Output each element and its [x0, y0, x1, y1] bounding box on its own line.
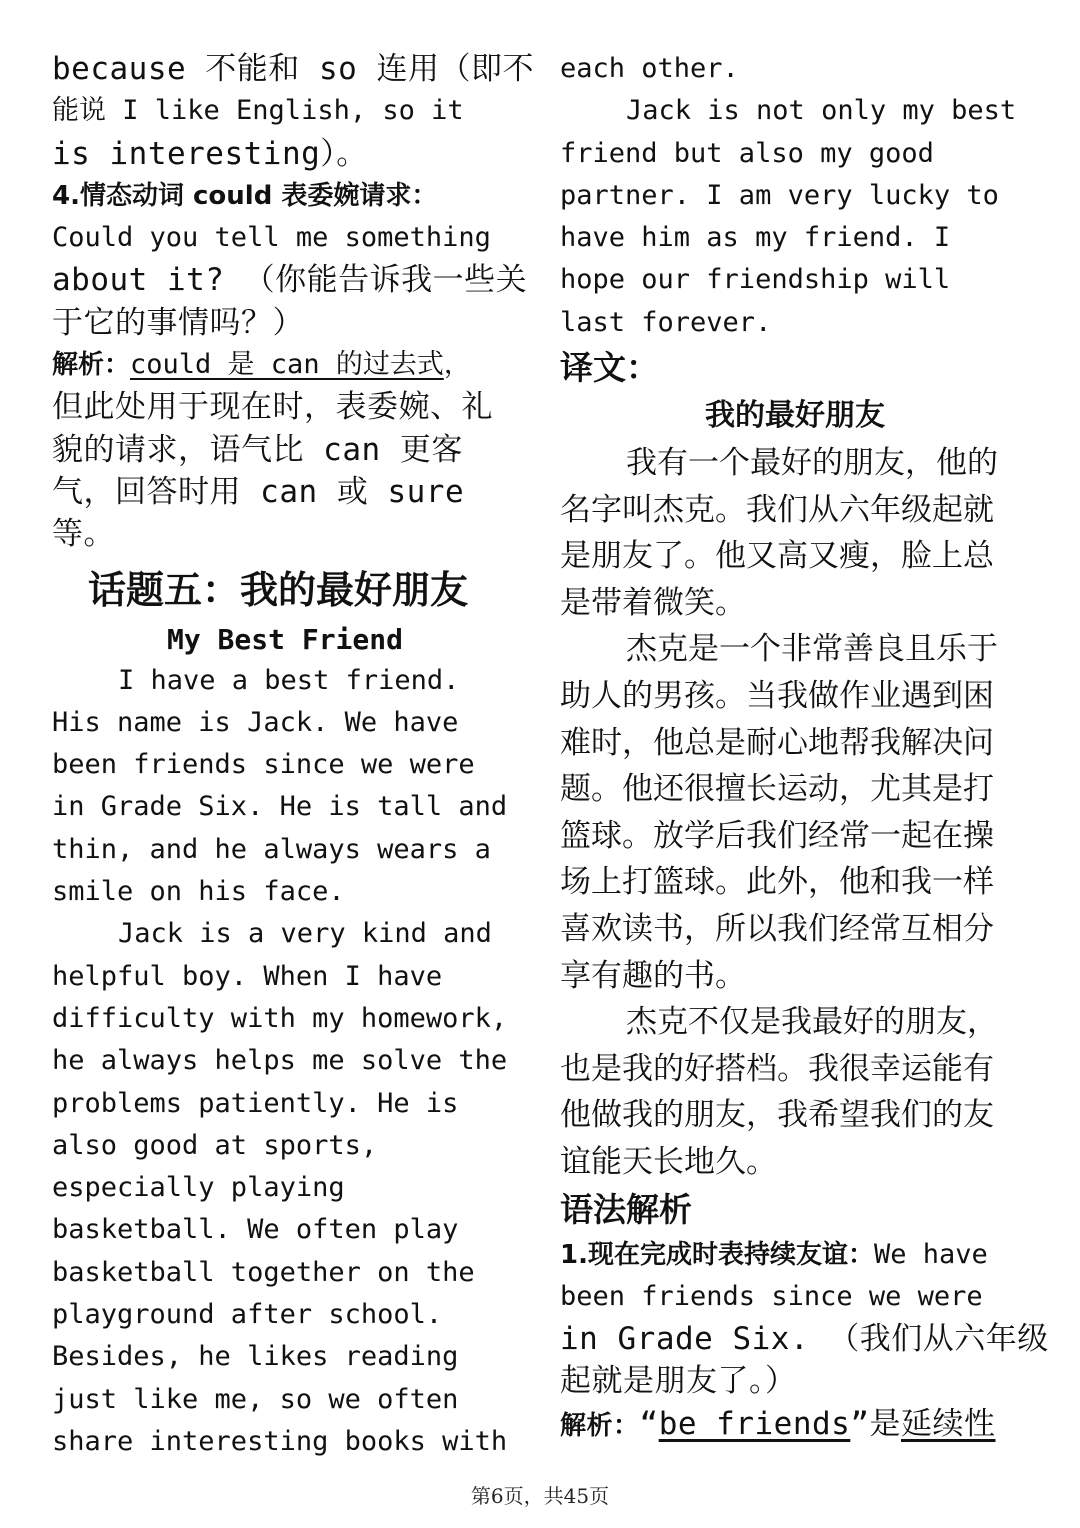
text-line: 谊能天长地久。 — [560, 1143, 777, 1180]
text-line: basketball together on the — [52, 1256, 475, 1288]
text-line: 能说 I like English, so it — [52, 95, 464, 127]
text-line: 喜欢读书，所以我们经常互相分 — [560, 911, 994, 948]
text-line: Besides, he likes reading — [52, 1341, 459, 1373]
text-line: 杰克不仅是我最好的朋友， — [626, 1004, 998, 1041]
grammar-point-1-line: 1.现在完成时表持续友谊：We have — [560, 1238, 988, 1270]
text-line: also good at sports, — [52, 1129, 378, 1161]
essay-title: My Best Friend — [166, 622, 403, 656]
translation-title: 我的最好朋友 — [705, 398, 885, 434]
text-line: 是带着微笑。 — [560, 584, 746, 621]
text-line: His name is Jack. We have — [52, 706, 459, 738]
text-line: 助人的男孩。当我做作业遇到困 — [560, 678, 994, 715]
analysis-line: 解析：“be friends”是延续性 — [560, 1405, 996, 1442]
text-line: difficulty with my homework, — [52, 1002, 508, 1034]
page-number: 第6页，共45页 — [470, 1484, 610, 1508]
text-line: Jack is not only my best — [626, 95, 1017, 127]
text-line: 气，回答时用 can 或 sure — [52, 473, 465, 510]
grammar-point-1-label: 1.现在完成时表持续友谊： — [560, 1239, 874, 1270]
text-line: about it? （你能告诉我一些关 — [52, 262, 528, 299]
text-line: share interesting books with — [52, 1425, 508, 1457]
text-line: 难时，他总是耐心地帮我解决问 — [560, 724, 994, 761]
translation-heading: 译文： — [560, 348, 659, 388]
text-line: 场上打篮球。此外，他和我一样 — [560, 864, 994, 901]
text-line: he always helps me solve the — [52, 1045, 508, 1077]
analysis-label: 解析： — [52, 350, 131, 381]
text-line: 等。 — [52, 516, 115, 553]
text-line: smile on his face. — [52, 876, 345, 908]
analysis-line: 解析：could 是 can 的过去式， — [52, 349, 471, 381]
text-line: is interesting）。 — [52, 135, 368, 172]
text-line: partner. I am very lucky to — [560, 179, 999, 211]
text-line: 是朋友了。他又高又瘦，脸上总 — [560, 538, 994, 575]
text-line: 貌的请求，语气比 can 更客 — [52, 431, 463, 468]
text-line: been friends since we were — [560, 1280, 983, 1312]
text-line: 享有趣的书。 — [560, 957, 746, 994]
text-line: basketball. We often play — [52, 1214, 459, 1246]
text-line: in Grade Six. （我们从六年级 — [560, 1321, 1049, 1358]
text-line: especially playing — [52, 1172, 345, 1204]
grammar-heading: 语法解析 — [560, 1189, 692, 1229]
text-line: 但此处用于现在时，表委婉、礼 — [52, 389, 493, 426]
text-line: 他做我的朋友，我希望我们的友 — [560, 1097, 994, 1134]
text-line: helpful boy. When I have — [52, 960, 443, 992]
text-line: last forever. — [560, 306, 772, 338]
text-line: thin, and he always wears a — [52, 833, 491, 865]
text-line: 名字叫杰克。我们从六年级起就 — [560, 491, 994, 528]
text-line: problems patiently. He is — [52, 1087, 459, 1119]
text-line: each other. — [560, 53, 739, 84]
grammar-point-4-label: 4.情态动词 could 表委婉请求： — [52, 180, 438, 211]
text-line: friend but also my good — [560, 137, 934, 169]
text-line: 于它的事情吗？） — [52, 304, 304, 341]
underlined-text: 延续性 — [901, 1405, 996, 1442]
text-line: I have a best friend. — [118, 664, 460, 696]
underlined-text: could 是 can 的过去式 — [130, 349, 444, 381]
section-title: 话题五：我的最好朋友 — [88, 567, 469, 612]
text-line: 起就是朋友了。） — [560, 1363, 797, 1400]
text-line: Jack is a very kind and — [118, 918, 492, 950]
text-line: have him as my friend. I — [560, 222, 951, 254]
text-line: 篮球。放学后我们经常一起在操 — [560, 817, 994, 854]
text-line: in Grade Six. He is tall and — [52, 791, 508, 823]
text-line: 题。他还很擅长运动，尤其是打 — [560, 771, 994, 808]
text-line: been friends since we were — [52, 749, 475, 781]
text-line: 也是我的好搭档。我很幸运能有 — [560, 1050, 994, 1087]
text-line: 我有一个最好的朋友，他的 — [626, 445, 998, 482]
text-line: Could you tell me something — [52, 222, 491, 254]
text-line: because 不能和 so 连用（即不 — [52, 51, 534, 87]
text-line: playground after school. — [52, 1299, 443, 1331]
right-column — [560, 48, 1049, 1447]
text-line: just like me, so we often — [52, 1383, 459, 1415]
text-line: 杰克是一个非常善良且乐于 — [626, 631, 998, 668]
underlined-text: be friends — [658, 1405, 851, 1442]
left-column — [52, 48, 534, 1463]
text-line: hope our friendship will — [560, 264, 951, 296]
analysis-label: 解析： — [560, 1410, 640, 1441]
